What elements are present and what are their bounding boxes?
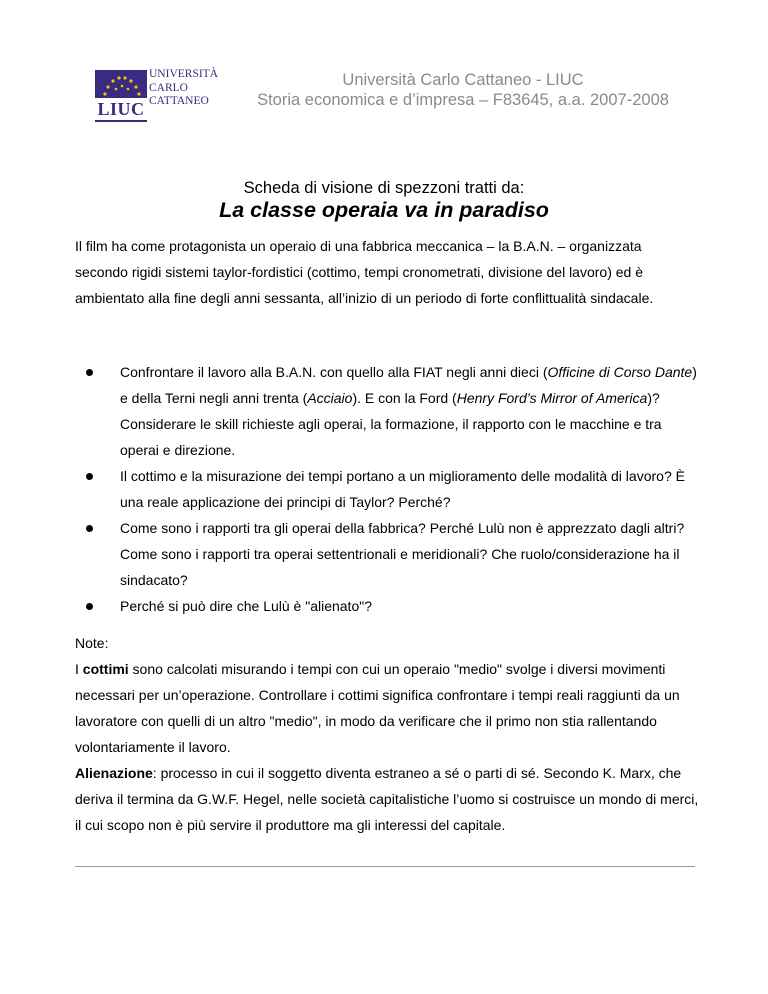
question-list xyxy=(75,359,700,619)
bullet-icon xyxy=(86,369,93,376)
question-item xyxy=(75,515,700,593)
logo-wordmark xyxy=(149,68,229,109)
bullet-icon xyxy=(86,473,93,480)
question-text: Confrontare il lavoro alla B.A.N. con quello alla FIAT negli anni dieci ( xyxy=(120,364,548,380)
question-text: Come sono i rapporti tra gli operai della fabbrica? Perché Lulù non è apprezzato dagli altri? Come sono i rapporti tra operai settentrionali e meridionali? Che ruolo/considerazione ha il sindacato? xyxy=(120,520,685,588)
university-logo xyxy=(95,68,221,124)
film-title: Acciaio xyxy=(307,390,353,406)
question-text: Il cottimo e la misurazione dei tempi portano a un miglioramento delle modalità di lavoro? È una reale applicazione dei principi di Taylor? Perché? xyxy=(120,468,685,510)
logo-stars-icon xyxy=(99,72,143,100)
film-title: Henry Ford’s Mirror of America xyxy=(456,390,648,406)
note-text: : processo in cui il soggetto diventa estraneo a sé o parti di sé. Secondo K. Marx, che deriva il termina da G.W.F. Hegel, nelle società capitalistiche l’uomo si costruisce un mondo di merci, il cui scopo non è più servire il produttore ma gli interessi del capitale. xyxy=(75,765,699,833)
logo-line: CARLO xyxy=(149,81,188,94)
logo-line: CATTANEO xyxy=(149,95,209,107)
question-item xyxy=(75,593,700,619)
logo-line: UNIVERSITÀ xyxy=(149,68,218,80)
notes-section xyxy=(75,630,700,838)
question-text: )? Considerare le skill richieste agli operai, la formazione, il rapporto con le macchine e tra operai e direzione. xyxy=(120,390,662,458)
header-course: Storia economica e d’impresa – F83645, a.a. 2007-2008 xyxy=(257,91,669,109)
intro-paragraph: Il film ha come protagonista un operaio di una fabbrica meccanica – la B.A.N. – organizzata secondo rigidi sistemi taylor-fordistici (cottimo, tempi cronometrati, divisione del lavoro) ed è ambientato alla fine degli anni sessanta, all’inizio di un periodo di forte conflittualità sindacale. xyxy=(75,238,654,306)
note-term: cottimi xyxy=(82,661,129,677)
question-text: ). E con la Ford ( xyxy=(352,390,457,406)
film-title: Officine di Corso Dante xyxy=(547,364,693,380)
bullet-icon xyxy=(86,603,93,610)
note-text: I xyxy=(75,661,83,677)
page-subtitle: Scheda di visione di spezzoni tratti da: xyxy=(243,179,525,197)
question-text: ) e della Terni negli anni trenta ( xyxy=(120,364,697,406)
question-text: Perché si può dire che Lulù è "alienato"? xyxy=(120,598,372,614)
note-cottimi xyxy=(75,656,700,760)
note-alienazione xyxy=(75,760,700,838)
header-institution: Università Carlo Cattaneo - LIUC xyxy=(342,71,584,89)
note-text: sono calcolati misurando i tempi con cui un operaio "medio" svolge i diversi movimenti necessari per un’operazione. Controllare i cottimi significa confrontare i tempi reali raggiunti da un lavoratore con quelli di un altro "medio", in modo da verificare che il primo non stia rallentando volontariamente il lavoro. xyxy=(75,661,680,755)
question-item xyxy=(75,463,700,515)
logo-mark: LIUC xyxy=(95,98,147,120)
notes-label: Note: xyxy=(75,635,109,651)
bullet-icon xyxy=(86,525,93,532)
footer-divider xyxy=(75,866,695,867)
note-term: Alienazione xyxy=(75,765,153,781)
header-text xyxy=(228,70,698,110)
page-title: La classe operaia va in paradiso xyxy=(219,198,549,222)
question-item xyxy=(75,359,700,463)
